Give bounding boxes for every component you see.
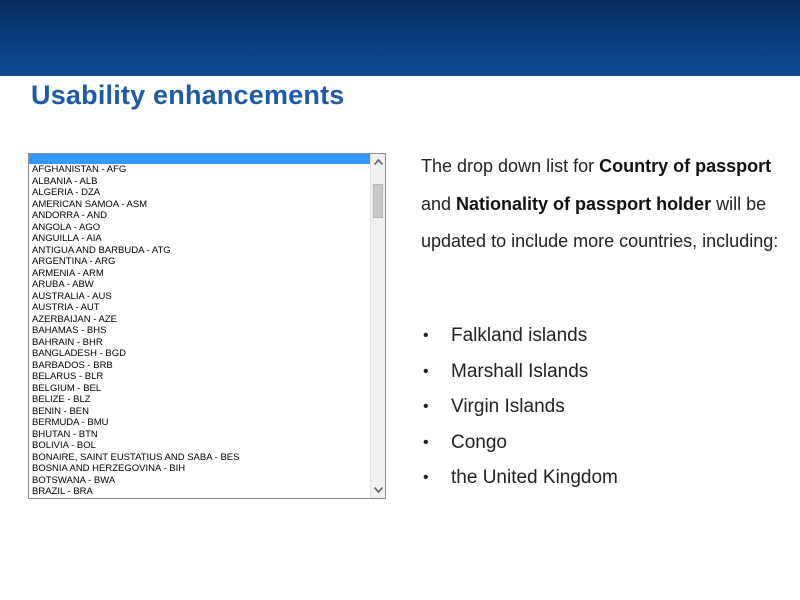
list-item[interactable]: ALBANIA - ALB — [32, 175, 98, 187]
bullet-icon: • — [423, 398, 429, 415]
scroll-down-arrow[interactable] — [371, 482, 386, 498]
list-item[interactable]: BRAZIL - BRA — [32, 486, 93, 497]
bullet-text: the United Kingdom — [451, 467, 618, 488]
description-text-3: will be updated to include more countries, including: — [421, 193, 779, 251]
list-item[interactable]: BERMUDA - BMU — [32, 417, 109, 428]
list-item[interactable]: AUSTRIA - AUT — [32, 302, 100, 313]
description-bold-country: Country of passport — [599, 156, 772, 176]
description-paragraph — [421, 148, 786, 261]
list-item[interactable]: BAHAMAS - BHS — [32, 325, 107, 336]
country-bullet-list — [421, 318, 618, 496]
description-bold-nationality: Nationality of passport holder — [456, 193, 712, 214]
list-item[interactable]: BOSNIA AND HERZEGOVINA - BIH — [32, 463, 186, 474]
bullet-item — [421, 318, 618, 354]
list-item[interactable]: BELGIUM - BEL — [32, 382, 102, 394]
page-title: Usability enhancements — [31, 80, 345, 110]
list-item[interactable]: ANGOLA - AGO — [32, 221, 101, 233]
list-item[interactable]: AMERICAN SAMOA - ASM — [32, 198, 148, 210]
list-item[interactable]: AUSTRALIA - AUS — [32, 290, 112, 302]
list-item[interactable]: BOTSWANA - BWA — [32, 474, 116, 486]
bullet-text: Falkland islands — [451, 325, 588, 346]
list-item[interactable]: BONAIRE, SAINT EUSTATIUS AND SABA - BES — [32, 451, 240, 463]
description-text-1: The drop down list for — [421, 156, 600, 176]
list-item[interactable]: ARMENIA - ARM — [32, 267, 104, 279]
bullet-item — [421, 389, 618, 425]
bullet-item — [421, 425, 618, 461]
list-item[interactable]: AZERBAIJAN - AZE — [32, 313, 117, 325]
list-item-selected[interactable] — [29, 154, 370, 164]
bullet-item — [421, 354, 618, 390]
list-item[interactable]: BHUTAN - BTN — [32, 428, 98, 440]
chevron-up-icon — [374, 159, 383, 165]
top-banner — [0, 0, 800, 76]
bullet-icon: • — [423, 469, 429, 486]
list-item[interactable]: BANGLADESH - BGD — [32, 348, 126, 359]
bullet-item — [421, 460, 618, 496]
list-item[interactable]: BENIN - BEN — [32, 405, 90, 417]
list-item[interactable]: BELIZE - BLZ — [32, 394, 91, 405]
bullet-text: Congo — [451, 431, 507, 453]
scroll-thumb[interactable] — [373, 184, 383, 218]
list-item[interactable]: ANTIGUA AND BARBUDA - ATG — [32, 244, 171, 256]
list-item[interactable]: ARGENTINA - ARG — [32, 256, 116, 267]
description-text-2: and — [421, 193, 457, 214]
scroll-up-arrow[interactable] — [371, 154, 386, 170]
bullet-icon: • — [423, 327, 429, 344]
list-item[interactable]: ARUBA - ABW — [32, 279, 94, 290]
chevron-down-icon — [374, 487, 383, 493]
bullet-text: Marshall Islands — [451, 360, 589, 382]
list-item[interactable]: BELARUS - BLR — [32, 371, 104, 382]
list-item[interactable]: ALGERIA - DZA — [32, 187, 101, 198]
country-listbox[interactable] — [28, 153, 386, 499]
country-list-items — [29, 154, 370, 498]
list-item[interactable]: BARBADOS - BRB — [32, 359, 113, 371]
list-item[interactable]: BOLIVIA - BOL — [32, 440, 96, 451]
listbox-scrollbar[interactable] — [370, 154, 385, 498]
list-item[interactable]: ANDORRA - AND — [32, 210, 107, 221]
list-item[interactable]: ANGUILLA - AIA — [32, 233, 102, 244]
bullet-icon: • — [423, 362, 429, 380]
bullet-text: Virgin Islands — [451, 396, 565, 417]
bullet-icon: • — [423, 433, 429, 451]
list-item[interactable]: BAHRAIN - BHR — [32, 336, 103, 348]
list-item[interactable]: AFGHANISTAN - AFG — [32, 164, 127, 175]
